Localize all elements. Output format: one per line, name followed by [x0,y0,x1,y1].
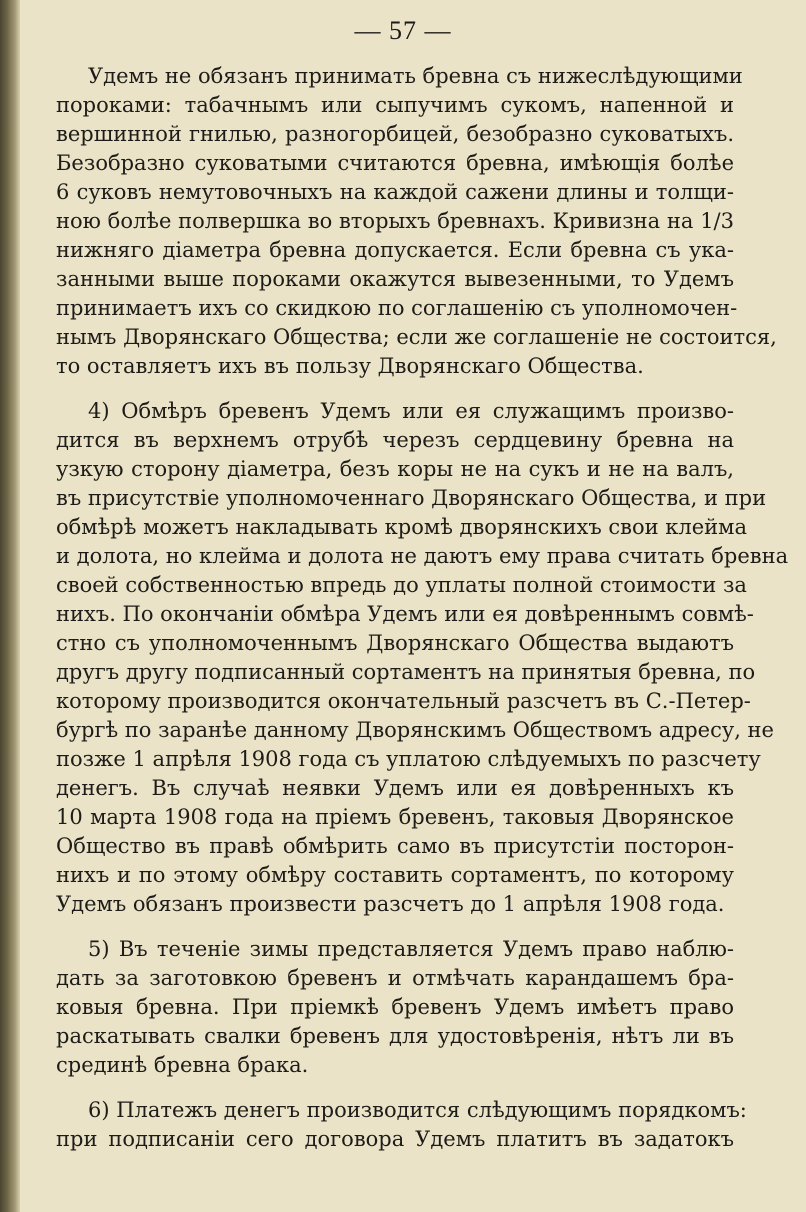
text-line: 6) Платежъ денегъ производится слѣдующимъ порядкомъ: [88,1098,747,1122]
text-line: и долота, но клейма и долота не даютъ ему права считать бревна [56,544,789,568]
text-line: пороками: табачнымъ или сыпучимъ сукомъ, напенной и [56,93,734,117]
text-line: Удемъ не обязанъ принимать бревна съ нижеслѣдующими [88,64,743,88]
text-line: дится въ верхнемъ отрубѣ черезъ сердцевину бревна на [56,428,734,452]
paragraph [56,935,734,1080]
paragraph [56,62,777,381]
text-line: ною болѣе полвершка во вторыхъ бревнахъ. Кривизна на 1/3 [56,209,734,233]
text-line: дать за заготовкою бревенъ и отмѣчать карандашемъ бра- [56,966,734,990]
text-line: нихъ и по этому обмѣру составить сортаментъ, по которому [56,863,734,887]
text-line: 4) Обмѣръ бревенъ Удемъ или ея служащимъ произво- [88,399,734,423]
book-spine-shadow [0,0,20,1212]
text-line: узкую сторону діаметра, безъ коры не на сукъ и не на валъ, [56,457,734,481]
text-line: стно съ уполномоченнымъ Дворянскаго Общества выдаютъ [56,631,734,655]
text-line: позже 1 апрѣля 1908 года съ уплатою слѣдуемыхъ по разсчету [56,747,761,771]
text-line: раскатывать свалки бревенъ для удостовѣренія, нѣтъ ли въ [56,1024,734,1048]
text-line: 6 суковъ немутовочныхъ на каждой сажени длины и толщи- [56,180,734,204]
text-line: денегъ. Въ случаѣ неявки Удемъ или ея довѣренныхъ къ [56,776,734,800]
text-line: которому производится окончательный разсчетъ въ С.-Петер- [56,689,751,713]
text-line: то оставляетъ ихъ въ пользу Дворянскаго Общества. [56,354,644,378]
text-line: 10 марта 1908 года на пріемъ бревенъ, таковыя Дворянское [56,805,734,829]
paragraph [56,1096,747,1154]
text-line: въ присутствіе уполномоченнаго Дворянскаго Общества, и при [56,486,767,510]
text-line: нымъ Дворянскаго Общества; если же соглашеніе не состоится, [56,325,777,349]
text-line: бургѣ по заранѣе данному Дворянскимъ Обществомъ адресу, не [56,718,774,742]
text-line: вершинной гнилью, разногорбицей, безобразно суковатыхъ. [56,122,734,146]
paragraph [56,397,789,919]
text-line: при подписаніи сего договора Удемъ платитъ въ задатокъ [56,1127,734,1151]
text-line: 5) Въ теченіе зимы представляется Удемъ право наблю- [88,937,734,961]
text-line: Общество въ правѣ обмѣрить само въ присутстіи посторон- [56,834,734,858]
text-line: нижняго діаметра бревна допускается. Если бревна съ ука- [56,238,734,262]
text-line: своей собственностью впредь до уплаты полной стоимости за [56,573,747,597]
text-line: другъ другу подписанный сортаментъ на принятыя бревна, по [56,660,756,684]
text-line: Безобразно суковатыми считаются бревна, имѣющія болѣе [56,151,734,175]
text-line: Удемъ обязанъ произвести разсчетъ до 1 апрѣля 1908 года. [56,892,725,916]
text-line: занными выше пороками окажутся вывезенными, то Удемъ [56,267,734,291]
page-number: — 57 — [354,16,452,45]
text-line: принимаетъ ихъ со скидкою по соглашенію съ уполномочен- [56,296,738,320]
text-line: срединѣ бревна брака. [56,1053,309,1077]
text-line: нихъ. По окончаніи обмѣра Удемъ или ея довѣреннымъ совмѣ- [56,602,754,626]
text-line: обмѣрѣ можетъ накладывать кромѣ дворянскихъ свои клейма [56,515,748,539]
text-line: ковыя бревна. При пріемкѣ бревенъ Удемъ имѣетъ право [56,995,734,1019]
body-text [56,62,789,1170]
